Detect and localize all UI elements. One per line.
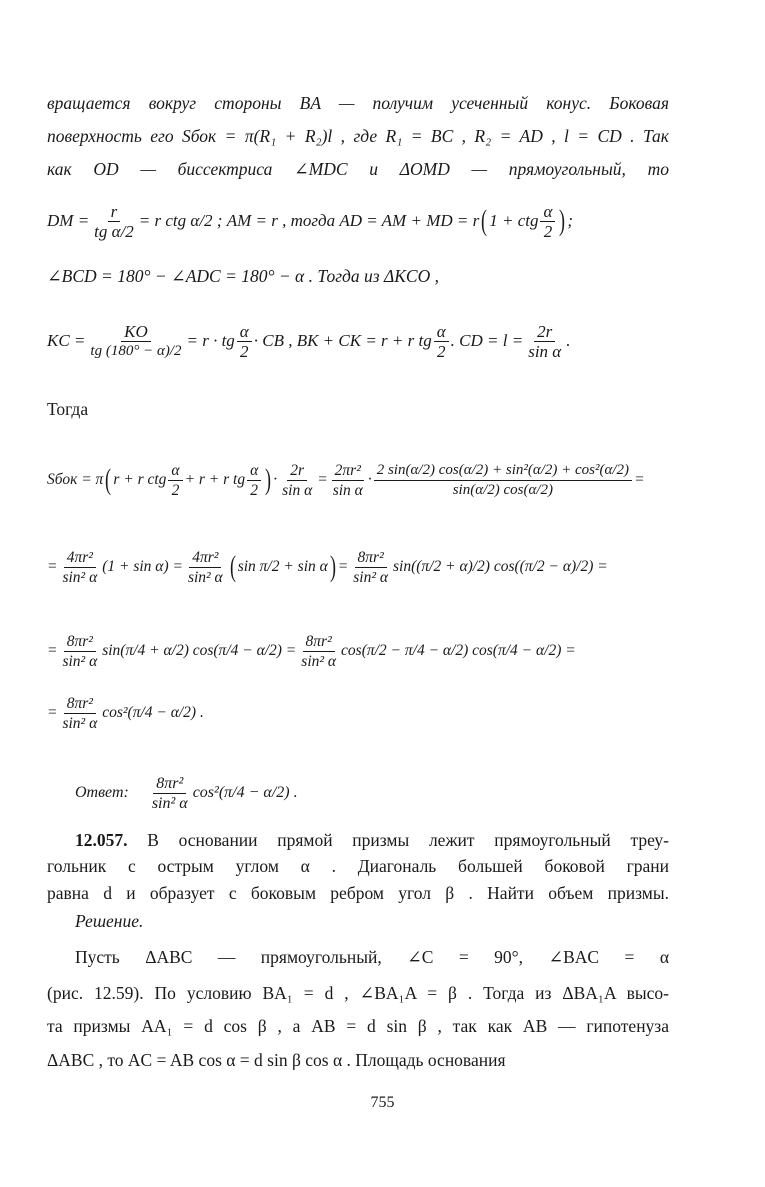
eq-kc-rtg: = r · tg: [186, 331, 235, 350]
text-line-3: как OD — биссектриса ∠MDC и ΔOMD — прямоугольный, то: [47, 159, 669, 179]
frac-2pir2-sina: [330, 461, 366, 500]
frac-r-over-tg: [91, 202, 137, 241]
frac-den: tg α/2: [94, 221, 134, 241]
left-paren: (: [105, 463, 112, 496]
frac-den: 2: [436, 341, 446, 361]
frac-8pir2-sin2a: [59, 694, 100, 733]
equation-line-2: = $\frac{\text{4πr²}}{\text{sin² α}}$ (1 + sin α) = $\frac{\text{4πr²}}{\text{sin² α}}$ ( sin π/2 + sin α ) = $\frac{\text{8πr²}}{\text{sin² α}}$ sin((π/2 + α)/2) cos((π/2 − α)/2) =: [47, 548, 608, 586]
left-paren: (: [481, 204, 488, 237]
frac-den: 2: [250, 481, 259, 499]
frac-alpha-2: [237, 322, 252, 361]
equation-line-3: [47, 626, 672, 676]
equation-dm: [47, 196, 672, 246]
frac-num: r: [108, 202, 121, 222]
answer: [75, 768, 700, 818]
frac-num: 8πr²: [355, 548, 387, 568]
eq-kc-left: KC =: [47, 331, 86, 350]
text-togda: Тогда: [47, 399, 89, 419]
frac-big-trig: [374, 461, 632, 500]
eq-dm-mid: = r ctg α/2 ; AM = r , тогда AD = AM + MD = r: [138, 211, 480, 230]
frac-den: sin α: [282, 481, 313, 499]
expr-3a: sin(π/4 + α/2) cos(π/4 − α/2) =: [102, 642, 297, 659]
frac-num: 2 sin(α/2) cos(α/2) + sin²(α/2) + cos²(α/2): [374, 461, 632, 481]
frac-4pir2-sin2a: [59, 548, 100, 587]
right-paren: ): [559, 204, 566, 237]
expr-2c: sin((π/2 + α)/2) cos((π/2 − α)/2) =: [393, 558, 608, 575]
eq-dm-left: DM =: [47, 211, 90, 230]
frac-den: sin² α: [62, 714, 98, 732]
text-line-2: поверхность его Sбок = π(R₁ + R₂)l , где R₁ = BC , R₂ = AD , l = CD . Так: [47, 126, 669, 146]
problem-line-1: [75, 829, 669, 851]
frac-8pir2-sin2a: [149, 774, 191, 813]
frac-den: sin² α: [62, 652, 98, 670]
equation-line-4: [47, 688, 672, 738]
expr-2b: sin π/2 + sin α: [237, 558, 328, 575]
frac-8pir2-sin2a: [350, 548, 391, 587]
frac-den: sin² α: [187, 568, 223, 586]
problem-line-3: равна d и образует с боковым ребром угол β . Найти объем призмы.: [47, 883, 669, 903]
frac-num: 8πr²: [64, 632, 96, 652]
frac-num: 8πr²: [64, 694, 96, 714]
eq-equals: =: [47, 704, 58, 721]
frac-num: KO: [121, 322, 151, 342]
period: .: [566, 331, 571, 350]
frac-num: α: [237, 322, 252, 342]
frac-den: tg (180° − α)/2: [90, 342, 182, 359]
right-paren: ): [329, 550, 336, 583]
expr-3b: cos(π/2 − π/4 − α/2) cos(π/4 − α/2) =: [341, 642, 576, 659]
solution-line-1: Пусть ΔABC — прямоугольный, ∠C = 90°, ∠BAC = α: [75, 947, 669, 967]
solution-line-2: (рис. 12.59). По условию BA₁ = d , ∠BA₁A = β . Тогда из ΔBA₁A высо-: [47, 983, 669, 1003]
equation-kc: [47, 305, 672, 377]
text-line-1: вращается вокруг стороны BA — получим усеченный конус. Боковая: [47, 93, 669, 113]
frac-num: α: [168, 461, 182, 481]
frac-den: 2: [543, 221, 553, 241]
eq-sbok-tg: + r + r tg: [184, 471, 246, 488]
frac-den: sin(α/2) cos(α/2): [452, 481, 554, 498]
frac-num: 8πr²: [303, 632, 335, 652]
frac-ko: [87, 322, 184, 361]
frac-den: sin² α: [353, 568, 388, 586]
expr-4: cos²(π/4 − α/2) .: [102, 704, 204, 721]
page-number: 755: [370, 1094, 395, 1111]
frac-alpha-2: [168, 461, 182, 500]
frac-den: sin² α: [151, 794, 188, 812]
solution-line-3: та призмы AA₁ = d cos β , а AB = d sin β , так как AB — гипотенуза: [47, 1016, 669, 1036]
frac-num: 2πr²: [332, 461, 364, 481]
frac-num: α: [434, 322, 449, 342]
problem-line-2: гольник с острым углом α . Диагональ большей боковой грани: [47, 856, 669, 876]
eq-equals: =: [47, 558, 58, 575]
eq-kc-bk: · CB , BK + CK = r + r tg: [253, 331, 432, 350]
frac-den: sin α: [332, 481, 363, 499]
text-line-bcd: ∠BCD = 180° − ∠ADC = 180° − α . Тогда из ΔKCO ,: [47, 266, 439, 286]
frac-num: 2r: [534, 322, 555, 342]
right-paren: ): [265, 463, 272, 496]
frac-2r-sina: [525, 322, 564, 361]
frac-num: α: [247, 461, 261, 481]
frac-8pir2-sin2a: [298, 632, 339, 671]
left-paren: (: [229, 550, 236, 583]
eq-dm-ctg: 1 + ctg: [489, 211, 539, 230]
eq-sbok-ctg: r + r ctg: [113, 471, 167, 488]
frac-2r-sina: [279, 461, 315, 500]
frac-den: sin α: [528, 341, 562, 361]
frac-den: 2: [171, 481, 180, 499]
frac-4pir2-sin2a: [185, 548, 226, 587]
frac-den: sin² α: [301, 652, 337, 670]
frac-alpha-2: [540, 202, 555, 241]
frac-den: sin² α: [62, 568, 98, 586]
semicolon: ;: [567, 211, 574, 230]
frac-alpha-2: [434, 322, 449, 361]
frac-num: 4πr²: [189, 548, 221, 568]
frac-8pir2-sin2a: [59, 632, 100, 671]
problem-text-1: В основании прямой призмы лежит прямоугольный треу-: [147, 830, 669, 850]
frac-alpha-2: [247, 461, 261, 500]
expr-2a: (1 + sin α) =: [102, 558, 183, 575]
problem-number: 12.057.: [75, 830, 128, 850]
solution-heading: Решение.: [75, 911, 144, 931]
frac-num: 4πr²: [64, 548, 96, 568]
equation-sbok: Sбок = π ( r + r ctg $\frac{\alpha}{2}$ + r + r tg $\frac{\alpha}{2}$ ) · $\frac{2r}{\text{sin α}}$ = $\frac{\text{2πr²}}{\text{sin α}}$ · $\frac{\text{2 sin(α/2) cos(α/2) + sin²(α/2) + cos²(α/2)}}{\sin(\alpha/2) \cos(\alpha/2)}$ =: [47, 461, 645, 499]
eq-equals: =: [47, 642, 58, 659]
eq-sbok-left: Sбок = π: [47, 471, 104, 488]
solution-line-4: ΔABC , то AC = AB cos α = d sin β cos α . Площадь основания: [47, 1050, 506, 1070]
frac-num: α: [540, 202, 555, 222]
eq-kc-cd: . CD = l =: [450, 331, 524, 350]
answer-expr: cos²(π/4 − α/2) .: [192, 784, 298, 801]
frac-num: 2r: [287, 461, 307, 481]
frac-den: 2: [240, 341, 249, 361]
frac-num: 8πr²: [153, 774, 186, 794]
answer-label: Ответ:: [75, 784, 129, 801]
